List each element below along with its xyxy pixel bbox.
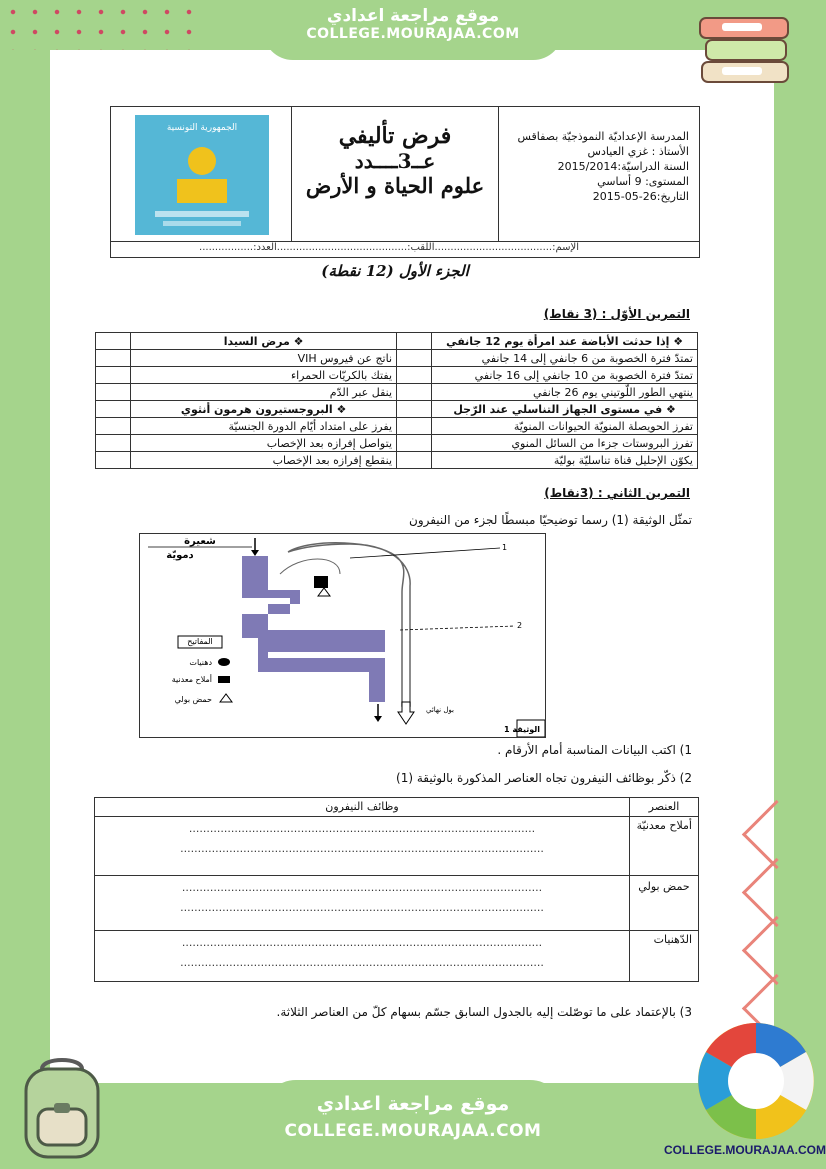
answer-cell[interactable] [397,367,432,384]
answer-cell[interactable] [397,435,432,452]
answer-cell[interactable] [397,384,432,401]
books-icon [692,10,798,94]
book-lamp-icon [135,133,269,233]
answer-line[interactable]: ................................................................................................... [188,822,536,835]
uric-acid-symbol-icon [220,694,232,702]
table-cell: تمتدّ فترة الخصوبة من 10 جانفي إلى 16 جانفي [432,367,698,384]
table-cell: ❖ في مستوى الجهاز التناسلي عند الرّجل [432,401,698,418]
table-row [96,452,698,469]
answer-cell[interactable] [397,418,432,435]
table-cell: تفرز البروستات جزءا من السائل المنوي [432,435,698,452]
nephron-drawing [140,534,545,737]
answer-cell[interactable] [96,435,131,452]
element-cell: أملاح معدنيّة [630,817,699,876]
school-logo-cell [111,107,292,241]
diagram-number-2: 2 [517,621,523,630]
column-header: وظائف النيفرون [95,798,630,817]
table-cell: ❖ مرض السيدا [131,333,397,350]
teacher-name: الأستاذ : غزي العيادس [587,145,689,158]
exam-date: التاريخ:26-05-2015 [592,190,689,203]
ex1-title: التمرين الأوّل : (3 نقاط) [543,307,690,321]
question-3: 3) بالإعتماد على ما توصّلت إليه بالجدول السابق جسّم بسهام كلّ من العناصر الثلاثة. [276,1005,692,1019]
capillary-label: دمويّة [166,550,194,561]
answer-line[interactable]: ........................................................................................................ [180,956,544,969]
urine-label: بول نهائي [426,706,454,714]
legend-salts: أملاح معدنية [171,675,212,684]
table-cell: ❖ البروجستيرون هرمون أنثوي [131,401,397,418]
site-domain: COLLEGE.MOURAJAA.COM [306,26,520,42]
backpack-icon [14,1055,110,1161]
answer-cell[interactable] [95,931,630,982]
diagram-number-1: 1 [502,543,508,552]
table-cell: ناتج عن فيروس VIH [131,350,397,367]
table-cell: يتواصل إفرازه بعد الإخصاب [131,435,397,452]
site-domain: COLLEGE.MOURAJAA.COM [284,1121,542,1141]
table-cell: ينقل عبر الدّم [131,384,397,401]
answer-line[interactable]: ....................................................................................................... [181,936,543,949]
table-row [96,418,698,435]
element-cell: الدّهنيات [630,931,699,982]
table-row [95,817,699,876]
table-cell: تفرز الحويصلة المنويّة الحيوانات المنويّة [432,418,698,435]
school-name: المدرسة الإعداديّة النموذجيّة بصفاقس [517,130,689,143]
school-info-cell [499,107,699,241]
level: المستوى: 9 أساسي [597,175,689,188]
site-name: موقع مراجعة اعدادي [326,6,500,26]
exam-subject: علوم الحياة و الأرض [305,173,485,198]
answer-cell[interactable] [397,401,432,418]
answer-cell[interactable] [96,367,131,384]
table-cell: ❖ إذا حدثت الأباضة عند امرأة يوم 12 جانفي [432,333,698,350]
student-name-line[interactable]: الإسم:.....................................اللقب:.........................................العدد:................. [111,241,699,257]
table-row [96,367,698,384]
answer-cell[interactable] [95,817,630,876]
ex2-title: التمرين الثاني : (3نقاط) [544,486,690,500]
exam-header [110,106,700,258]
answer-cell[interactable] [96,333,131,350]
table-row [96,384,698,401]
exam-title-cell [292,107,499,241]
table-row [95,876,699,931]
table-cell: ينقطع إفرازه بعد الإخصاب [131,452,397,469]
part1-title: الجزء الأول (12 نقطة) [321,262,469,280]
table-cell: ينتهي الطور اللّوتيني يوم 26 جانفي [432,384,698,401]
answer-line[interactable]: ........................................................................................................ [180,842,544,855]
question-1: 1) اكتب البيانات المناسبة أمام الأرقام . [497,743,692,757]
site-banner-top[interactable] [263,0,563,60]
table-row [95,931,699,982]
answer-line[interactable]: ....................................................................................................... [181,881,543,894]
table-row [96,401,698,418]
table-row [96,350,698,367]
site-logo-icon [695,1022,817,1140]
answer-cell[interactable] [96,384,131,401]
decorative-dots [2,2,202,50]
lipids-symbol-icon [218,658,230,666]
answer-cell[interactable] [397,333,432,350]
logo-text: الجمهورية التونسية [166,123,238,133]
salts-symbol-icon [218,676,230,683]
legend-uric-acid: حمض بولي [174,695,212,704]
legend-title: المفاتيح [187,637,213,646]
frame-left [0,0,50,1169]
answer-cell[interactable] [397,452,432,469]
brand-domain-bottom[interactable]: COLLEGE.MOURAJAA.COM [664,1143,826,1157]
site-name: موقع مراجعة اعدادي [316,1093,510,1115]
table-row [96,333,698,350]
capillary-label: شعيرة [184,536,216,547]
table-cell: يفتك بالكريّات الحمراء [131,367,397,384]
answer-cell[interactable] [397,350,432,367]
exam-number: عــ3ــــدد [354,149,436,173]
answer-cell[interactable] [96,350,131,367]
exam-title: فرض تأليفي [338,123,452,149]
document-label: الوثيقة 1 [503,725,540,734]
answer-cell[interactable] [96,418,131,435]
ex1-table [95,332,698,469]
nephron-diagram [139,533,546,738]
column-header: العنصر [630,798,699,817]
answer-cell[interactable] [96,452,131,469]
answer-cell[interactable] [96,401,131,418]
ex2-intro: تمثّل الوثيقة (1) رسما توضيحيّا مبسطًا لجزء من النيفرون [409,513,692,527]
table-cell: يكوّن الإحليل قناة تناسليّة بوليّة [432,452,698,469]
element-cell: حمض بولي [630,876,699,931]
school-logo [135,115,269,235]
table-row [96,435,698,452]
table-cell: تمتدّ فترة الخصوبة من 6 جانفي إلى 14 جانفي [432,350,698,367]
answer-cell[interactable] [95,876,630,931]
legend-lipids: دهنيات [189,658,212,667]
school-year: السنة الدراسيّة:2015/2014 [557,160,689,173]
answer-line[interactable]: ........................................................................................................ [180,901,544,914]
question-2: 2) ذكّر بوظائف النيفرون تجاه العناصر المذكورة بالوثيقة (1) [396,771,692,785]
site-banner-bottom[interactable] [262,1080,564,1169]
functions-table [94,797,699,982]
table-header-row [95,798,699,817]
table-cell: يفرز على امتداد أيّام الدورة الجنسيّة [131,418,397,435]
